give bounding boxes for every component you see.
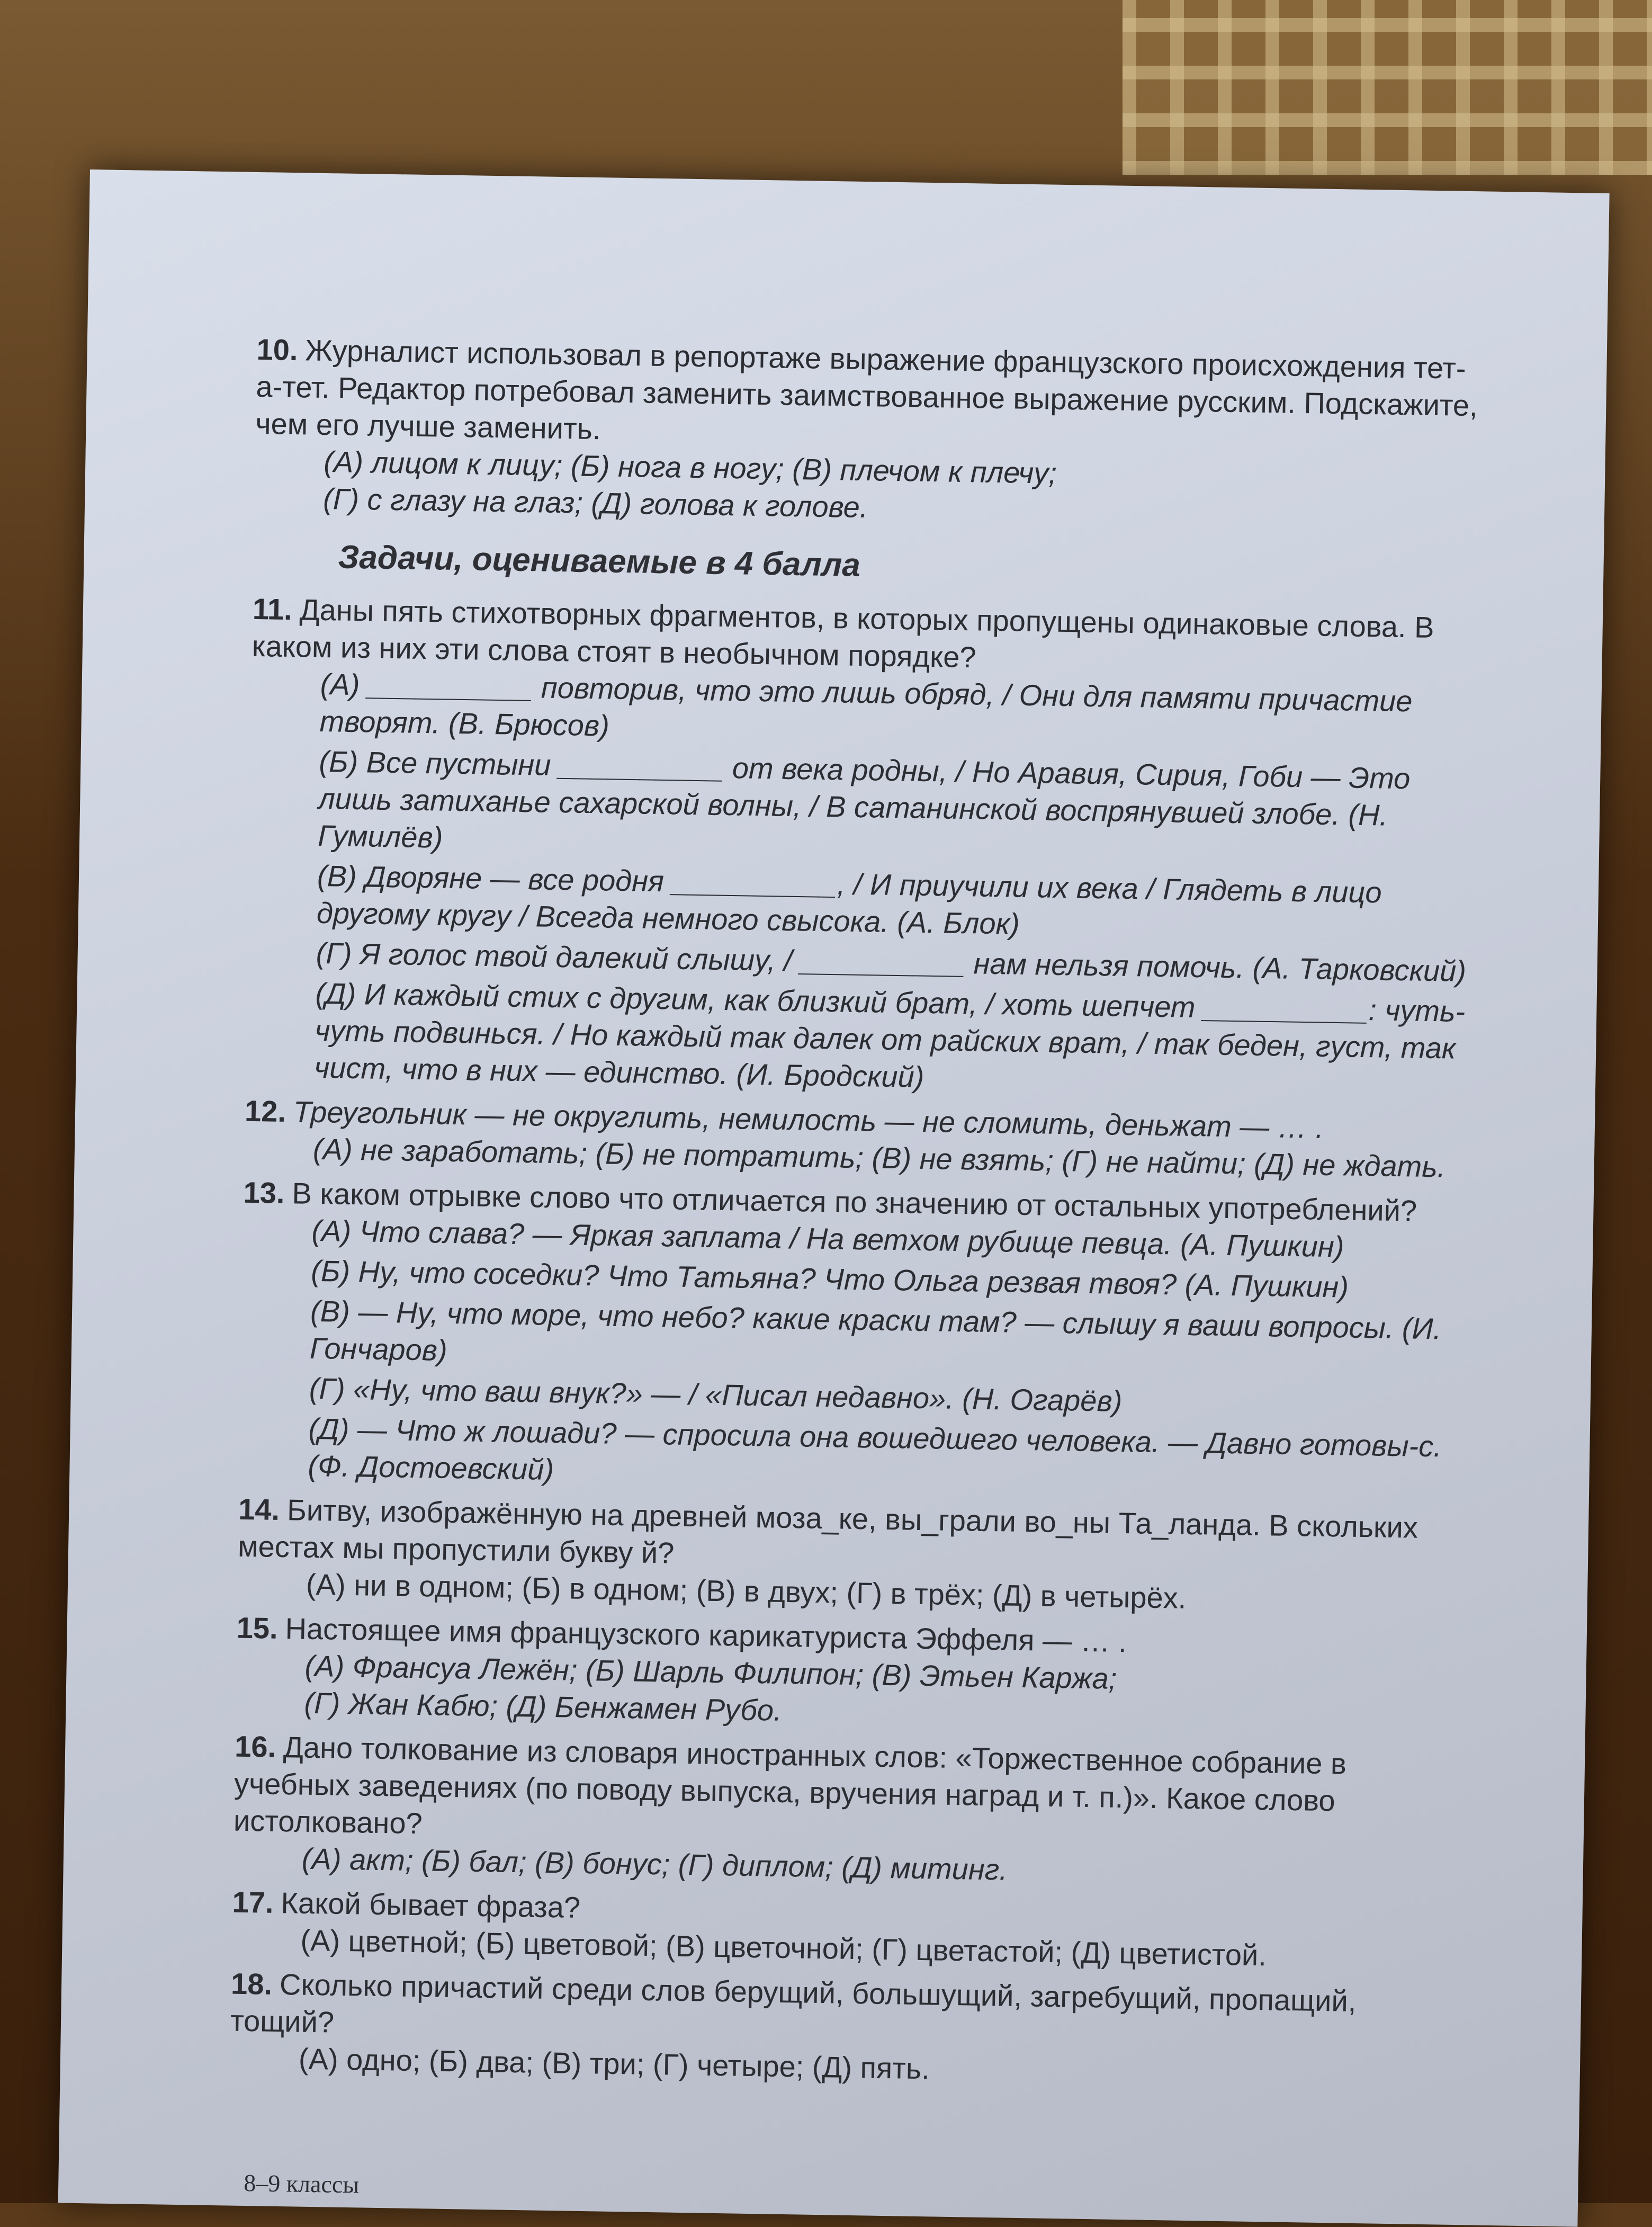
- answer-options: [304, 1648, 1465, 1740]
- question-number: 11.: [252, 592, 293, 627]
- question-11: [245, 591, 1481, 1104]
- answer-options: [323, 443, 1484, 535]
- poem-fragment: (Г) Я голос твой далекий слышу, / __________ нам нельзя помочь. (А. Тарковский): [316, 936, 1467, 988]
- question-number: 17.: [232, 1885, 274, 1919]
- question-17: [231, 1884, 1461, 1977]
- question-text: Сколько причастий среди слов берущий, большущий, загребущий, пропащий, тощий?: [230, 1967, 1357, 2039]
- question-15: [235, 1609, 1465, 1740]
- question-12: [244, 1093, 1473, 1186]
- options-line: (Г) с глазу на глаз; (Д) голова к голове.: [322, 481, 868, 524]
- question-number: 12.: [244, 1094, 286, 1129]
- options-line: (А) акт; (Б) бал; (В) бонус; (Г) диплом; (Д) митинг.: [301, 1841, 1008, 1886]
- options-line: (А) не заработать; (Б) не потратить; (В) не взять; (Г) не найти; (Д) не ждать.: [312, 1132, 1446, 1184]
- question-18: [229, 1965, 1459, 2096]
- poem-fragment: (В) Дворяне — все родня __________, / И приучили их века / Глядеть в лицо другому кругу / Всегда немного свысока. (А. Блок): [316, 858, 1382, 941]
- options-line: (А) цветной; (Б) цветовой; (В) цветочной; (Г) цветастой; (Д) цветистой.: [300, 1923, 1267, 1972]
- question-16: [232, 1728, 1463, 1895]
- quote-fragment: (Б) Ну, что соседки? Что Татьяна? Что Ольга резвая твоя? (А. Пушкин): [310, 1254, 1349, 1304]
- quote-fragment: (А) Что слава? — Яркая заплата / На ветхом рубище певца. (А. Пушкин): [311, 1213, 1344, 1264]
- question-number: 13.: [243, 1175, 285, 1210]
- question-13: [239, 1174, 1472, 1502]
- quote-fragment: (Г) «Ну, что ваш внук?» — / «Писал недавно». (Н. Огарёв): [309, 1371, 1123, 1418]
- quote-fragment: (Д) — Что ж лошади? — спросила она вошедшего человека. — Давно готовы-с. (Ф. Достоевский): [308, 1411, 1442, 1487]
- question-text: Журналист использовал в репортаже выражение французского происхождения тет-а-тет. Редактор потребовал заменить заимствованное выражение русским. Подскажите, чем его лучше заменить.: [255, 333, 1478, 446]
- options-line: (А) одно; (Б) два; (В) три; (Г) четыре; (Д) пять.: [298, 2042, 930, 2086]
- page-content: [229, 331, 1485, 2103]
- answer-options: [298, 2041, 1458, 2096]
- options-line: (А) ни в одном; (Б) в одном; (В) в двух; (Г) в трёх; (Д) в четырёх.: [306, 1567, 1187, 1615]
- options-line: (А) Франсуа Лежён; (Б) Шарль Филипон; (В) Этьен Каржа;: [304, 1649, 1117, 1695]
- question-number: 18.: [230, 1966, 273, 2001]
- poem-fragment: (А) __________ повторив, что это лишь обряд, / Они для памяти причастие творят. (В. Брюсов): [319, 667, 1413, 743]
- poem-fragment: (Д) И каждый стих с другим, как близкий брат, / хоть шепчет __________: чуть-чуть подвинься. / Но каждый так далек от райских врат, / так беден, густ, так чист, что в них — единство. (И. Бродский): [313, 976, 1466, 1094]
- question-number: 15.: [236, 1611, 279, 1645]
- question-text: Треугольник — не округлить, немилость — не сломить, деньжат — … .: [293, 1095, 1324, 1144]
- carpet-pattern: [1123, 0, 1652, 175]
- section-title: Задачи, оцениваемые в 4 балла: [338, 539, 861, 584]
- question-text: Битву, изображённую на древней моза_ке, вы_грали во_ны Та_ланда. В скольких местах мы пропустили букву й?: [237, 1493, 1418, 1570]
- question-text: Настоящее имя французского карикатуриста Эффеля — … .: [285, 1612, 1127, 1659]
- question-10: [254, 331, 1485, 535]
- options-line: (А) лицом к лицу; (Б) нога в ногу; (В) плечом к плечу;: [323, 445, 1057, 490]
- question-number: 14.: [238, 1492, 280, 1526]
- options-line: (Г) Жан Кабю; (Д) Бенжамен Рубо.: [304, 1686, 783, 1727]
- poem-fragment: (Б) Все пустыни __________ от века родны, / Но Аравия, Сирия, Гоби — Это лишь затиханье сахарской волны, / В сатанинской воспрянувшей злобе. (Н. Гумилёв): [317, 744, 1411, 854]
- question-text: Какой бывает фраза?: [281, 1886, 581, 1924]
- question-text: Даны пять стихотворных фрагментов, в которых пропущены одинаковые слова. В каком из них эти слова стоят в необычном порядке?: [252, 593, 1435, 674]
- book-page: [58, 169, 1610, 2227]
- page-footer: 8–9 классы: [243, 2169, 360, 2198]
- question-14: [237, 1491, 1467, 1621]
- question-number: 16.: [234, 1729, 276, 1764]
- question-number: 10.: [256, 332, 299, 367]
- question-text: Дано толкование из словаря иностранных слов: «Торжественное собрание в учебных заведениях (по поводу выпуска, вручения наград и т. п.)». Какое слово истолковано?: [233, 1730, 1347, 1840]
- question-text: В каком отрывке слово что отличается по значению от остальных употреблений?: [292, 1176, 1417, 1228]
- quote-fragment: (В) — Ну, что море, что небо? какие краски там? — слышу я ваши вопросы. (И. Гончаров): [309, 1294, 1442, 1367]
